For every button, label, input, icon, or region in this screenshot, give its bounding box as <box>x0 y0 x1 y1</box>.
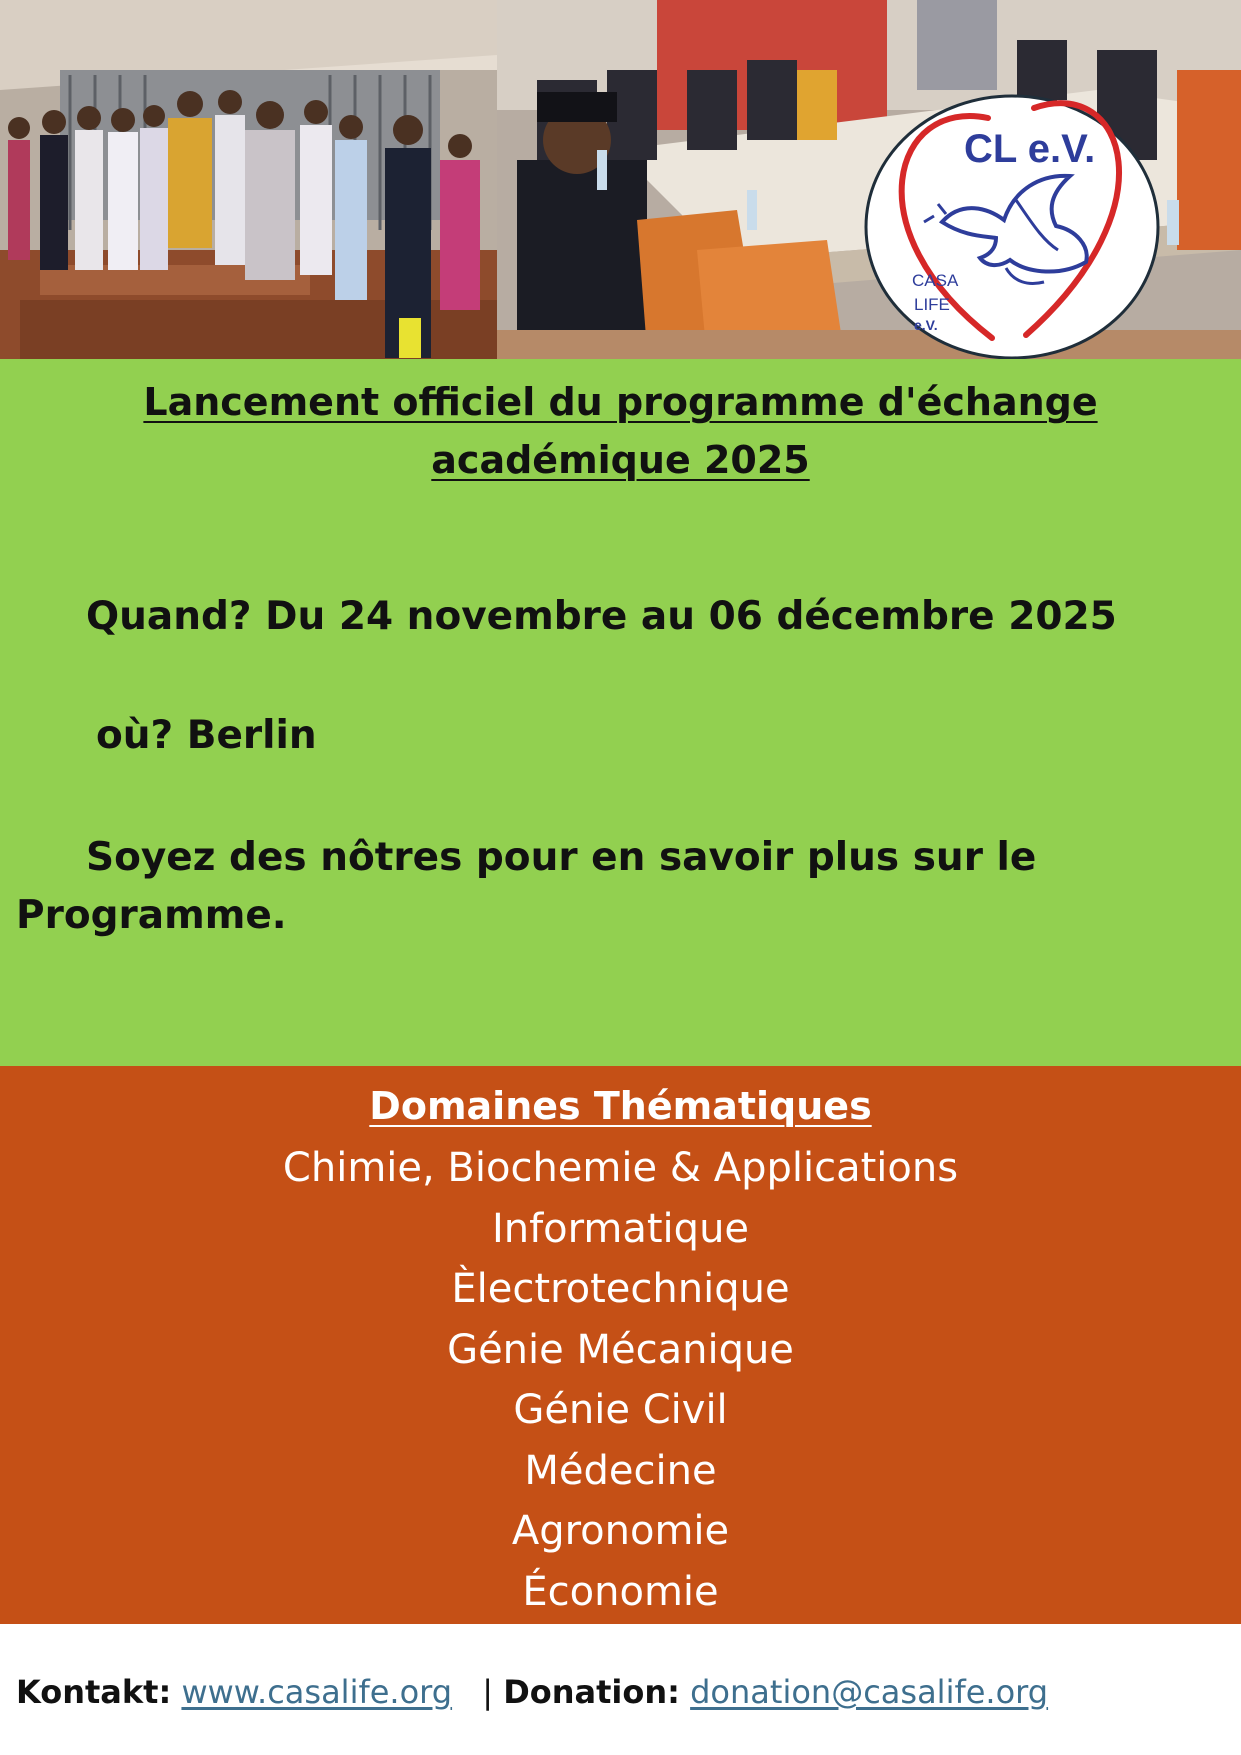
event-when: Quand? Du 24 novembre au 06 décembre 2025 <box>86 594 1117 639</box>
domain-item: Génie Civil <box>513 1387 728 1433</box>
contact-label: Kontakt: <box>16 1673 172 1711</box>
donation-label: Donation: <box>503 1673 680 1711</box>
domain-item: Agronomie <box>511 1508 730 1554</box>
domains-heading <box>0 1078 1241 1134</box>
event-title-line2: académique 2025 <box>431 438 810 482</box>
footer-separator: | <box>482 1673 494 1711</box>
logo-mark: CL e.V. <box>964 127 1096 171</box>
event-invite: Soyez des nôtres pour en savoir plus sur le Programme. <box>16 835 1037 938</box>
domain-item: Èlectrotechnique <box>451 1266 790 1312</box>
domain-item: Médecine <box>524 1447 717 1494</box>
logo-name-line1: CASA <box>912 271 959 290</box>
photo-header <box>0 0 1241 359</box>
domain-item: Génie Mécanique <box>447 1326 794 1373</box>
domains-section <box>0 1066 1241 1624</box>
domain-item: Économie <box>522 1568 719 1615</box>
domains-heading-text: Domaines Thématiques <box>369 1084 872 1128</box>
contact-footer <box>16 1670 1048 1714</box>
domain-item: Informatique <box>491 1205 750 1252</box>
website-link[interactable]: www.casalife.org <box>181 1673 453 1711</box>
donation-email-link[interactable]: donation@casalife.org <box>690 1673 1049 1711</box>
event-title-line1: Lancement officiel du programme d'échange <box>143 380 1098 424</box>
logo-name-line3: e.V. <box>914 317 938 333</box>
domains-list <box>0 1138 1241 1622</box>
event-where: où? Berlin <box>96 713 317 758</box>
event-section <box>0 359 1241 1066</box>
event-title <box>0 373 1241 489</box>
logo-name-line2: LIFE <box>914 295 950 314</box>
casa-life-logo <box>864 90 1160 359</box>
group-photo <box>0 0 497 359</box>
domain-item: Chimie, Biochemie & Applications <box>282 1145 959 1191</box>
